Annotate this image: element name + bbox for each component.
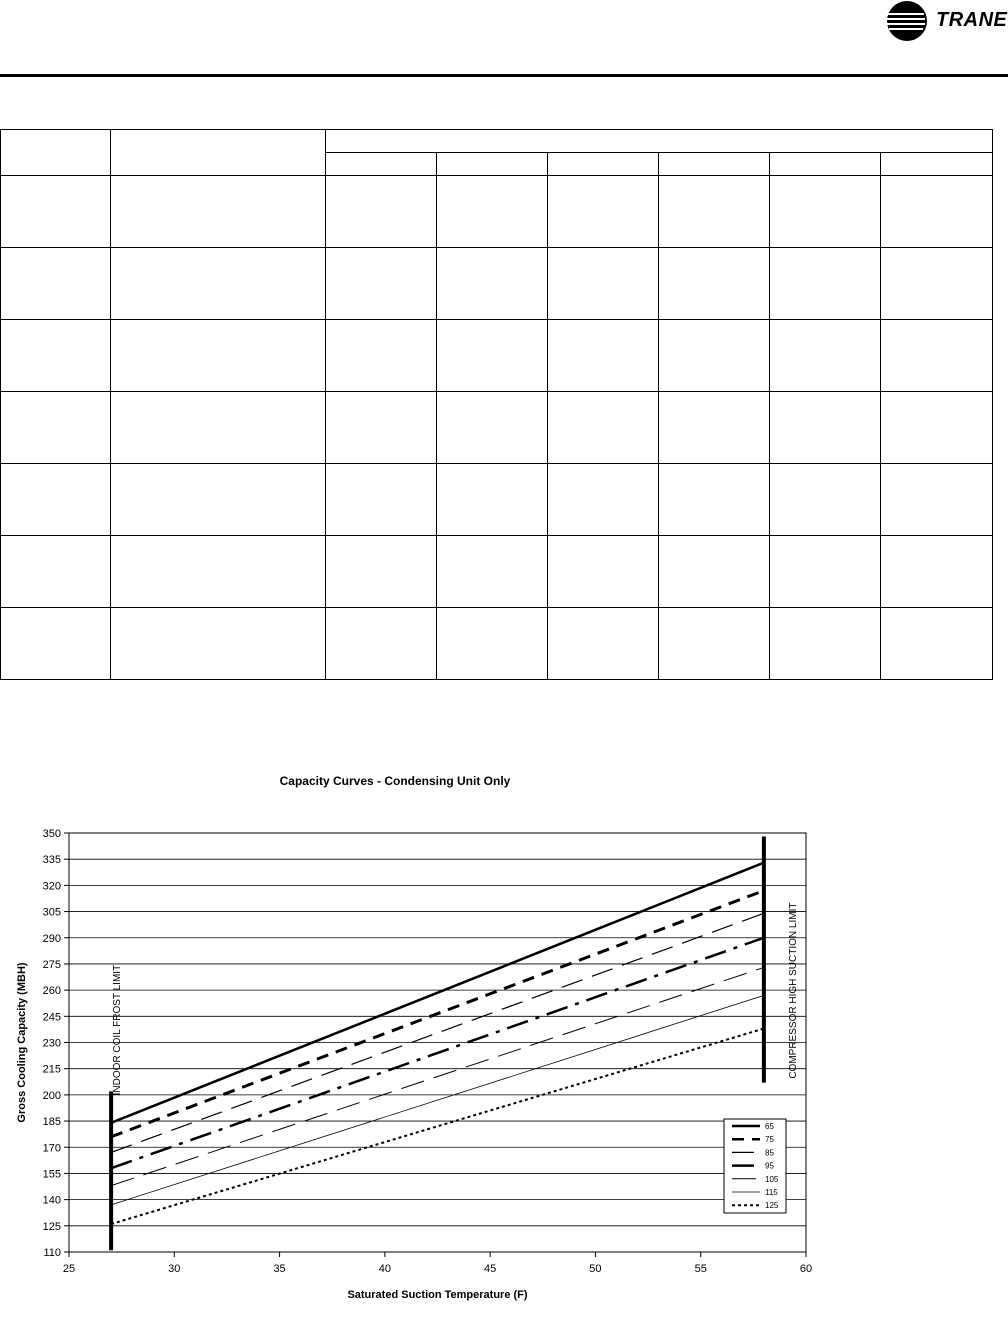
table-cell (326, 608, 437, 680)
table-cell (1, 608, 111, 680)
x-tick-label: 25 (62, 1263, 76, 1275)
table-cell (770, 536, 881, 608)
legend-label: 85 (765, 1148, 774, 1158)
table-cell (881, 536, 993, 608)
y-axis-label: Gross Cooling Capacity (MBH) (16, 962, 28, 1123)
table-row (1, 392, 993, 464)
table-cell (770, 320, 881, 392)
x-tick-label: 40 (378, 1263, 391, 1275)
y-tick-label: 260 (42, 985, 61, 998)
table-cell (548, 176, 659, 248)
capacity-chart (0, 820, 1008, 1321)
y-tick-label: 155 (42, 1168, 61, 1181)
limit-label: INDOOR COIL FROST LIMIT (112, 964, 124, 1096)
table-cell (1, 464, 111, 536)
table-cell (111, 608, 326, 680)
table-cell (881, 392, 993, 464)
table-cell (659, 608, 770, 680)
header-rule (0, 74, 1008, 77)
x-tick-label: 55 (694, 1263, 707, 1275)
series-line-95 (111, 938, 764, 1168)
table-header-cell (111, 130, 326, 176)
x-tick-label: 60 (799, 1263, 813, 1275)
table-cell (1, 176, 111, 248)
table-cell (659, 176, 770, 248)
x-tick-label: 45 (484, 1263, 497, 1275)
legend-label: 125 (765, 1201, 779, 1211)
table-header-row (1, 130, 993, 153)
table-cell (659, 320, 770, 392)
table-subheader-cell (326, 153, 437, 176)
y-tick-label: 125 (42, 1220, 61, 1233)
table-cell (326, 536, 437, 608)
table-row (1, 464, 993, 536)
table-subheader-cell (659, 153, 770, 176)
y-tick-label: 245 (42, 1011, 61, 1024)
table-cell (659, 536, 770, 608)
y-tick-label: 185 (42, 1116, 61, 1129)
y-tick-label: 350 (42, 828, 61, 840)
table-row (1, 608, 993, 680)
table-cell (881, 608, 993, 680)
table-cell (770, 392, 881, 464)
x-tick-label: 35 (273, 1263, 286, 1275)
table-cell (548, 464, 659, 536)
table-cell (111, 320, 326, 392)
legend-label: 105 (765, 1174, 779, 1184)
data-table (0, 129, 993, 680)
y-tick-label: 200 (42, 1089, 61, 1102)
table-subheader-cell (548, 153, 659, 176)
table-cell (659, 464, 770, 536)
table-cell (111, 536, 326, 608)
table-cell (437, 176, 548, 248)
table-cell (437, 536, 548, 608)
brand-name: TRANE (936, 9, 1008, 31)
table-subheader-cell (770, 153, 881, 176)
table-cell (881, 464, 993, 536)
table-cell (437, 248, 548, 320)
table-cell (437, 320, 548, 392)
table-cell (770, 176, 881, 248)
table-header-cell (1, 130, 111, 176)
table-cell (326, 176, 437, 248)
table-header-group-cell (326, 130, 993, 153)
x-axis-label: Saturated Suction Temperature (F) (347, 1289, 528, 1301)
chart-title: Capacity Curves - Condensing Unit Only (279, 774, 511, 788)
series-line-105 (111, 964, 764, 1185)
table-cell (1, 392, 111, 464)
y-tick-label: 335 (42, 854, 61, 867)
table-cell (1, 248, 111, 320)
y-tick-label: 230 (42, 1037, 61, 1050)
table-cell (659, 392, 770, 464)
legend-label: 115 (765, 1188, 778, 1197)
table-row (1, 248, 993, 320)
y-tick-label: 320 (42, 880, 61, 893)
table-cell (437, 464, 548, 536)
table-cell (548, 392, 659, 464)
limit-label: COMPRESSOR HIGH SUCTION LIMIT (787, 902, 799, 1079)
table-cell (770, 464, 881, 536)
y-tick-label: 290 (42, 932, 61, 945)
legend-label: 75 (765, 1135, 774, 1145)
table-cell (326, 248, 437, 320)
table-row (1, 536, 993, 608)
table-cell (881, 248, 993, 320)
x-tick-label: 30 (168, 1263, 181, 1275)
series-line-85 (111, 913, 764, 1152)
trane-logo-mark-icon (884, 0, 930, 46)
table-cell (1, 320, 111, 392)
series-line-125 (111, 1029, 764, 1225)
table-cell (326, 392, 437, 464)
table-cell (326, 464, 437, 536)
table-cell (548, 320, 659, 392)
y-tick-label: 215 (42, 1063, 61, 1076)
table-cell (770, 248, 881, 320)
table-cell (659, 248, 770, 320)
table-cell (770, 608, 881, 680)
table-cell (881, 176, 993, 248)
series-line-65 (111, 863, 764, 1123)
table-cell (111, 392, 326, 464)
y-tick-label: 170 (42, 1142, 61, 1155)
trane-logo (884, 0, 1008, 46)
table-subheader-cell (437, 153, 548, 176)
y-tick-label: 305 (42, 906, 61, 919)
table-cell (326, 320, 437, 392)
table-subheader-cell (881, 153, 993, 176)
table-cell (548, 608, 659, 680)
table-cell (881, 320, 993, 392)
y-tick-label: 275 (42, 958, 61, 971)
table-cell (548, 536, 659, 608)
table-cell (111, 464, 326, 536)
y-tick-label: 140 (42, 1194, 61, 1207)
table-row (1, 176, 993, 248)
table-cell (111, 248, 326, 320)
table-cell (1, 536, 111, 608)
legend-label: 95 (765, 1161, 774, 1171)
table-cell (437, 392, 548, 464)
table-row (1, 320, 993, 392)
x-tick-label: 50 (589, 1263, 602, 1275)
table-cell (437, 608, 548, 680)
y-tick-label: 110 (43, 1247, 61, 1259)
legend-label: 65 (765, 1122, 774, 1131)
table-cell (111, 176, 326, 248)
table-cell (548, 248, 659, 320)
